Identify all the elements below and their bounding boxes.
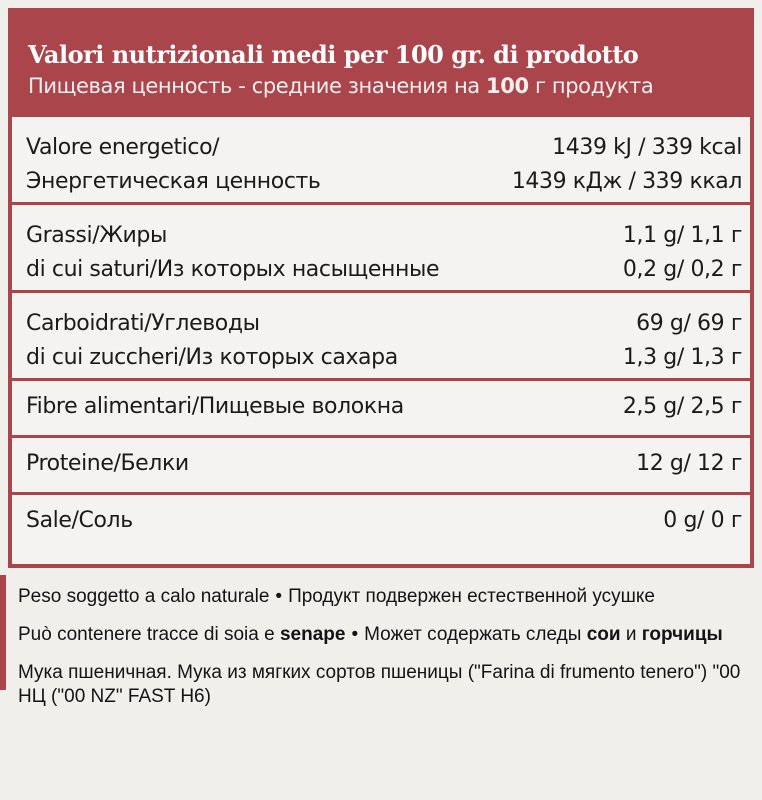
nutrient-value: 1,1 g/ 1,1 г: [622, 223, 742, 248]
nutrient-value: 12 g/ 12 г: [636, 451, 742, 476]
title-russian-suffix: г продукта: [528, 74, 654, 98]
allergen-italian-soy: soia: [223, 624, 259, 645]
nutrient-value: 1439 кДж / 339 ккал: [511, 169, 742, 194]
table-line: [26, 219, 742, 253]
nutrient-value: 0,2 g/ 0,2 г: [622, 257, 742, 282]
table-line: [26, 341, 742, 375]
title-russian: [28, 70, 734, 102]
nutrient-label: Fibre alimentari/Пищевые волокна: [26, 394, 404, 419]
row-salt: [12, 495, 750, 555]
table-line: [26, 165, 742, 199]
row-energy: [12, 117, 750, 205]
nutrient-label: Grassi/Жиры: [26, 223, 167, 248]
nutrient-label: Энергетическая ценность: [26, 169, 321, 194]
allergen-russian-soy: сои: [586, 624, 621, 645]
table-line: [26, 307, 742, 341]
bullet-separator: •: [351, 624, 359, 645]
nutrient-value: 1439 kJ / 339 kcal: [552, 135, 742, 160]
nutrient-label: di cui zuccheri/Из которых сахара: [26, 345, 398, 370]
allergen-italian-prefix: Può contenere tracce di: [18, 624, 224, 645]
table-line: [26, 504, 742, 538]
nutrient-label: Valore energetico/: [26, 135, 220, 160]
title-russian-prefix: Пищевая ценность - средние значения на: [28, 74, 487, 98]
nutrition-table: [8, 8, 754, 568]
table-line: [26, 447, 742, 481]
nutrient-value: 69 g/ 69 г: [636, 311, 742, 336]
table-line: [26, 131, 742, 165]
title-italian: Valori nutrizionali medi per 100 gr. di prodotto: [28, 40, 639, 69]
nutrient-value: 1,3 g/ 1,3 г: [622, 345, 742, 370]
row-fats: [12, 205, 750, 293]
nutrient-label: di cui saturi/Из которых насыщенные: [26, 257, 440, 282]
nutrient-label: Proteine/Белки: [26, 451, 189, 476]
row-fibre: [12, 381, 750, 438]
note-weight-italian: Peso soggetto a calo naturale: [18, 586, 270, 607]
allergen-italian-and: e: [258, 624, 280, 645]
table-header: [12, 12, 750, 117]
nutrient-value: 2,5 g/ 2,5 г: [622, 394, 742, 419]
red-edge-decoration: [0, 575, 6, 690]
note-flour: Мука пшеничная. Мука из мягких сортов пшеницы ("Farina di frumento tenero") "00 НЦ ("00 NZ" FAST H6): [18, 662, 741, 707]
bullet-separator: •: [275, 586, 283, 607]
table-line: [26, 390, 742, 424]
row-carbohydrates: [12, 293, 750, 381]
row-protein: [12, 438, 750, 495]
allergen-russian-and: и: [620, 624, 642, 645]
package-notes: [18, 585, 758, 723]
title-russian-amount: 100: [486, 74, 529, 98]
nutrient-label: Carboidrati/Углеводы: [26, 311, 260, 336]
allergen-russian-mustard: горчицы: [641, 624, 723, 645]
nutrient-label: Sale/Соль: [26, 508, 133, 533]
nutrient-value: 0 g/ 0 г: [663, 508, 742, 533]
note-weight: [18, 585, 758, 609]
note-weight-russian: Продукт подвержен естественной усушке: [288, 586, 655, 607]
note-allergens: [18, 623, 758, 647]
table-line: [26, 253, 742, 287]
allergen-russian-prefix: Может содержать следы: [364, 624, 587, 645]
allergen-italian-mustard: senape: [279, 624, 346, 645]
